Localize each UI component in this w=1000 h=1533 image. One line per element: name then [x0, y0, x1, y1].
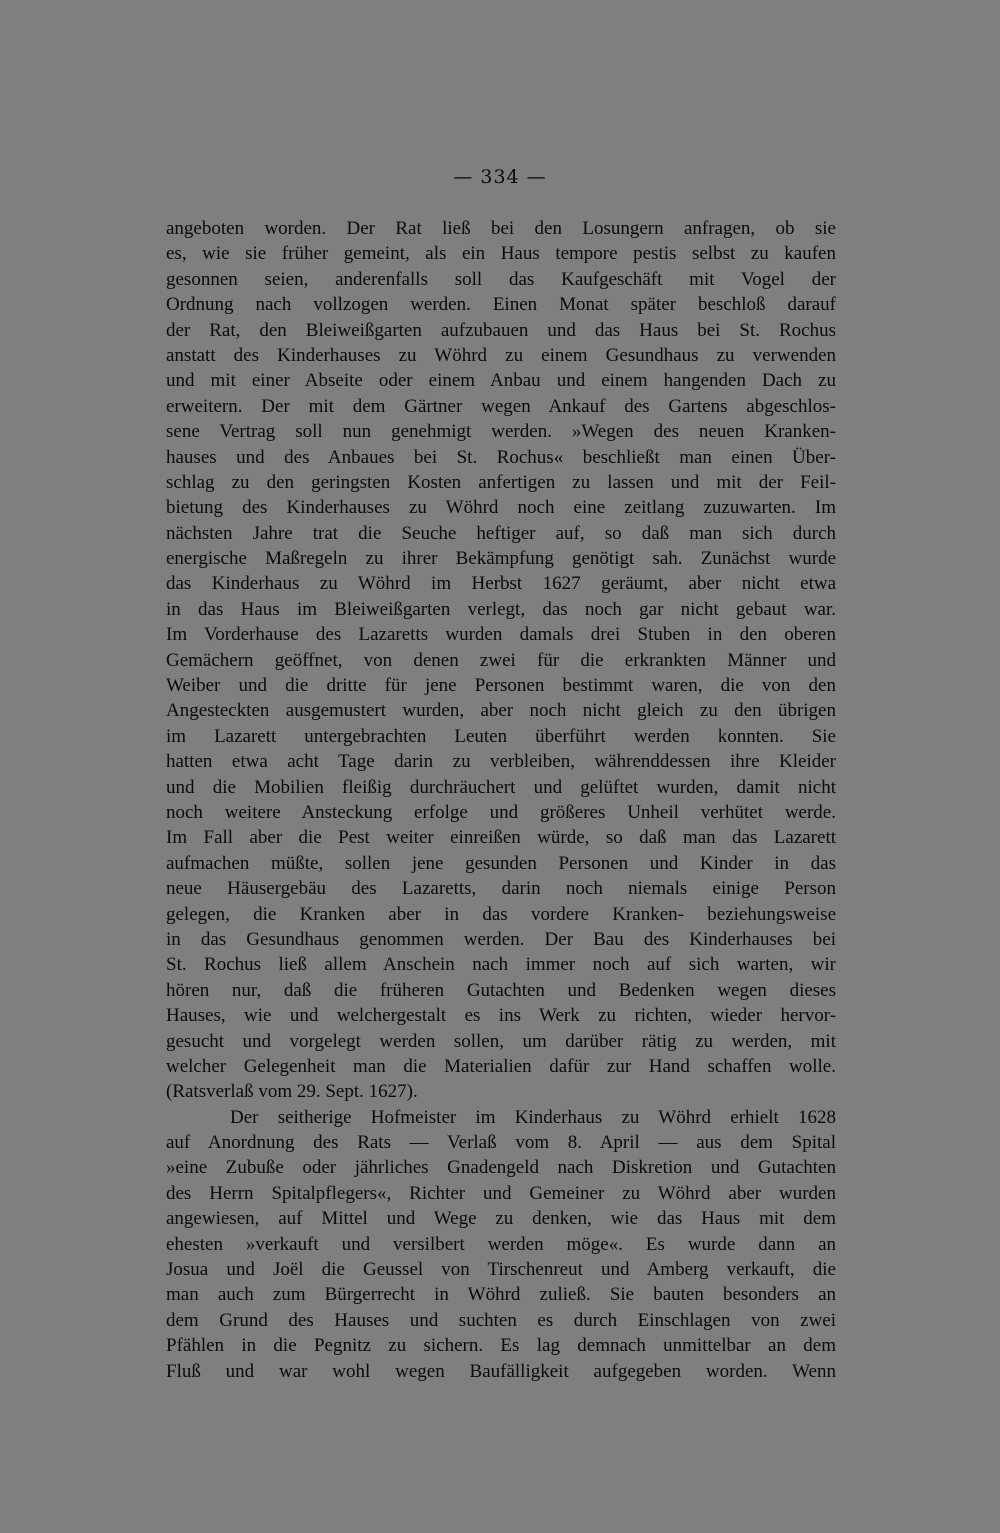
- text-line: aufmachen müßte, sollen jene gesunden Personen und Kinder in das: [166, 852, 836, 874]
- text-line: es, wie sie früher gemeint, als ein Haus tempore pestis selbst zu kaufen: [166, 243, 836, 265]
- text-line: das Kinderhaus zu Wöhrd im Herbst 1627 geräumt, aber nicht etwa: [166, 573, 836, 595]
- text-line: Weiber und die dritte für jene Personen bestimmt waren, die von den: [166, 675, 836, 697]
- text-line: gesonnen seien, anderenfalls soll das Kaufgeschäft mit Vogel der: [166, 268, 836, 290]
- text-line: sene Vertrag soll nun genehmigt werden. »Wegen des neuen Kranken-: [166, 421, 836, 443]
- text-line: gesucht und vorgelegt werden sollen, um darüber rätig zu werden, mit: [166, 1030, 836, 1052]
- text-line: man auch zum Bürgerrecht in Wöhrd zuließ. Sie bauten besonders an: [166, 1284, 836, 1306]
- text-line: angeboten worden. Der Rat ließ bei den Losungern anfragen, ob sie: [166, 218, 836, 239]
- text-line: Hauses, wie und welchergestalt es ins Werk zu richten, wieder hervor-: [166, 1005, 836, 1027]
- text-line: Ordnung nach vollzogen werden. Einen Monat später beschloß darauf: [166, 294, 836, 316]
- text-line: in das Haus im Bleiweißgarten verlegt, das noch gar nicht gebaut war.: [166, 598, 836, 620]
- text-line: Fluß und war wohl wegen Baufälligkeit aufgegeben worden. Wenn: [166, 1360, 836, 1382]
- text-line: Im Vorderhause des Lazaretts wurden damals drei Stuben in den oberen: [166, 624, 836, 646]
- text-line: Im Fall aber die Pest weiter einreißen würde, so daß man das Lazarett: [166, 827, 836, 849]
- text-line: energische Maßregeln zu ihrer Bekämpfung genötigt sah. Zunächst wurde: [166, 548, 836, 570]
- text-line: hauses und des Anbaues bei St. Rochus« beschließt man einen Über-: [166, 446, 836, 468]
- text-line: der Rat, den Bleiweißgarten aufzubauen und das Haus bei St. Rochus: [166, 319, 836, 341]
- text-line: Angesteckten ausgemustert wurden, aber noch nicht gleich zu den übrigen: [166, 700, 836, 722]
- text-line: Josua und Joël die Geussel von Tirschenreut und Amberg verkauft, die: [166, 1259, 836, 1281]
- text-line: »eine Zubuße oder jährliches Gnadengeld nach Diskretion und Gutachten: [166, 1157, 836, 1179]
- text-line: und mit einer Abseite oder einem Anbau und einem hangenden Dach zu: [166, 370, 836, 392]
- text-line: schlag zu den geringsten Kosten anfertigen zu lassen und mit der Feil-: [166, 471, 836, 493]
- text-line: auf Anordnung des Rats — Verlaß vom 8. April — aus dem Spital: [166, 1132, 836, 1154]
- text-line: (Ratsverlaß vom 29. Sept. 1627).: [166, 1081, 418, 1103]
- text-line: gelegen, die Kranken aber in das vordere Kranken- beziehungsweise: [166, 903, 836, 925]
- text-line: und die Mobilien fleißig durchräuchert und gelüftet wurden, damit nicht: [166, 776, 836, 798]
- text-line: im Lazarett untergebrachten Leuten überführt werden konnten. Sie: [166, 725, 836, 747]
- text-line: des Herrn Spitalpflegers«, Richter und Gemeiner zu Wöhrd aber wurden: [166, 1182, 836, 1204]
- text-line: in das Gesundhaus genommen werden. Der Bau des Kinderhauses bei: [166, 928, 836, 950]
- text-line: anstatt des Kinderhauses zu Wöhrd zu einem Gesundhaus zu verwenden: [166, 344, 836, 366]
- text-line: St. Rochus ließ allem Anschein nach immer noch auf sich warten, wir: [166, 954, 836, 976]
- text-line: Pfählen in die Pegnitz zu sichern. Es lag demnach unmittelbar an dem: [166, 1335, 836, 1357]
- page-number: — 334 —: [453, 166, 547, 188]
- text-line: bietung des Kinderhauses zu Wöhrd noch eine zeitlang zuzuwarten. Im: [166, 497, 836, 519]
- text-line: nächsten Jahre trat die Seuche heftiger auf, so daß man sich durch: [166, 522, 836, 544]
- text-line: erweitern. Der mit dem Gärtner wegen Ankauf des Gartens abgeschlos-: [166, 395, 836, 417]
- text-line: hören nur, daß die früheren Gutachten und Bedenken wegen dieses: [166, 979, 836, 1001]
- text-line: hatten etwa acht Tage darin zu verbleiben, währenddessen ihre Kleider: [166, 751, 836, 773]
- text-line: welcher Gelegenheit man die Materialien dafür zur Hand schaffen wolle.: [166, 1055, 836, 1077]
- body-text: [166, 216, 836, 1384]
- text-line: noch weitere Ansteckung erfolge und größeres Unheil verhütet werde.: [166, 801, 836, 823]
- text-line: dem Grund des Hauses und suchten es durch Einschlagen von zwei: [166, 1309, 836, 1331]
- text-line: angewiesen, auf Mittel und Wege zu denken, wie das Haus mit dem: [166, 1208, 836, 1230]
- text-line: ehesten »verkauft und versilbert werden möge«. Es wurde dann an: [166, 1233, 836, 1255]
- text-line: neue Häusergebäu des Lazaretts, darin noch niemals einige Person: [166, 878, 836, 900]
- text-line: Gemächern geöffnet, von denen zwei für die erkrankten Männer und: [166, 649, 836, 671]
- text-line: Der seitherige Hofmeister im Kinderhaus zu Wöhrd erhielt 1628: [230, 1106, 836, 1128]
